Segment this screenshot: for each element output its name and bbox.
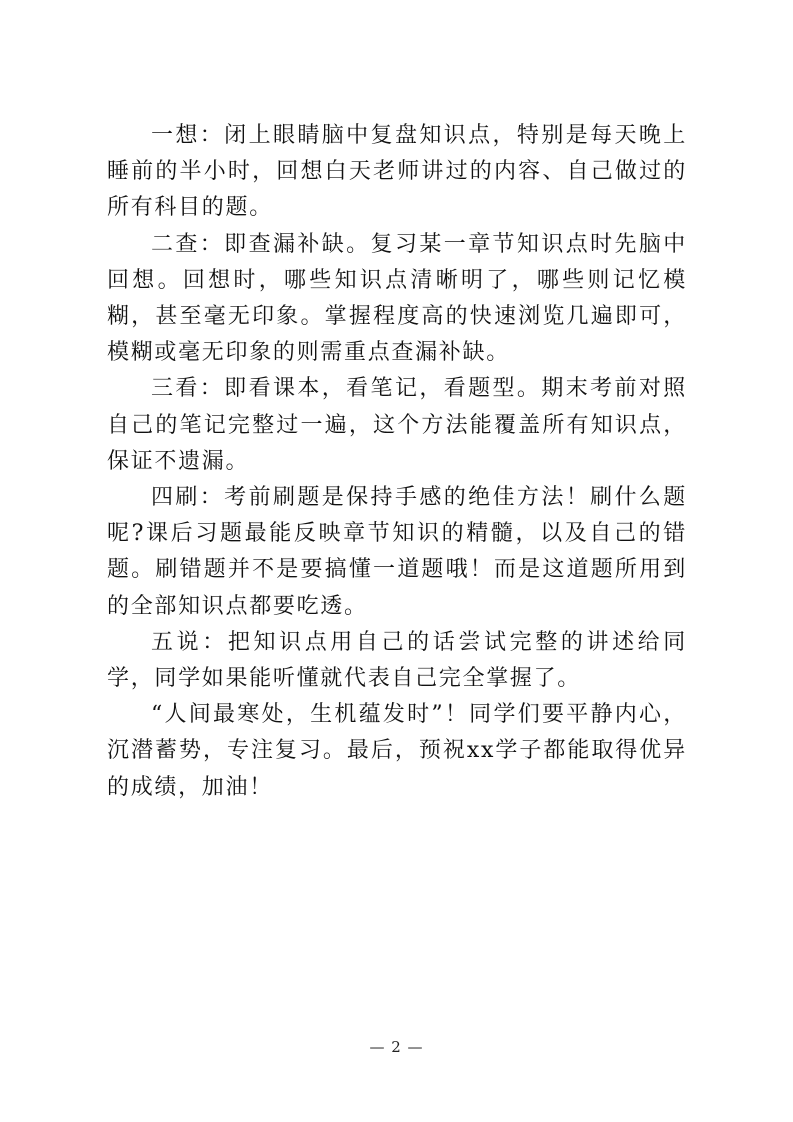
paragraph-closing: “人间最寒处，生机蕴发时”！同学们要平静内心，沉潜蓄势，专注复习。最后，预祝xx学子都能取得优异的成绩，加油！ [107,702,687,800]
paragraph-practice: 四刷：考前刷题是保持手感的绝佳方法！刷什么题呢?课后习题最能反映章节知识的精髓，以及自己的错题。刷错题并不是要搞懂一道题哦！而是这道题所用到的全部知识点都要吃透。 [107,485,687,619]
document-body [107,118,687,806]
paragraph-review: 三看：即看课本，看笔记，看题型。期末考前对照自己的笔记完整过一遍，这个方法能覆盖所有知识点，保证不遗漏。 [107,376,687,474]
paragraph-check: 二查：即查漏补缺。复习某一章节知识点时先脑中回想。回想时，哪些知识点清晰明了，哪些则记忆模糊，甚至毫无印象。掌握程度高的快速浏览几遍即可，模糊或毫无印象的则需重点查漏补缺。 [107,231,687,366]
paragraph-explain: 五说：把知识点用自己的话尝试完整的讲述给同学，同学如果能听懂就代表自己完全掌握了。 [107,629,687,692]
page-number: — 2 — [369,1038,424,1056]
paragraph-reflect: 一想：闭上眼睛脑中复盘知识点，特别是每天晚上睡前的半小时，回想白天老师讲过的内容、自己做过的所有科目的题。 [107,123,687,221]
